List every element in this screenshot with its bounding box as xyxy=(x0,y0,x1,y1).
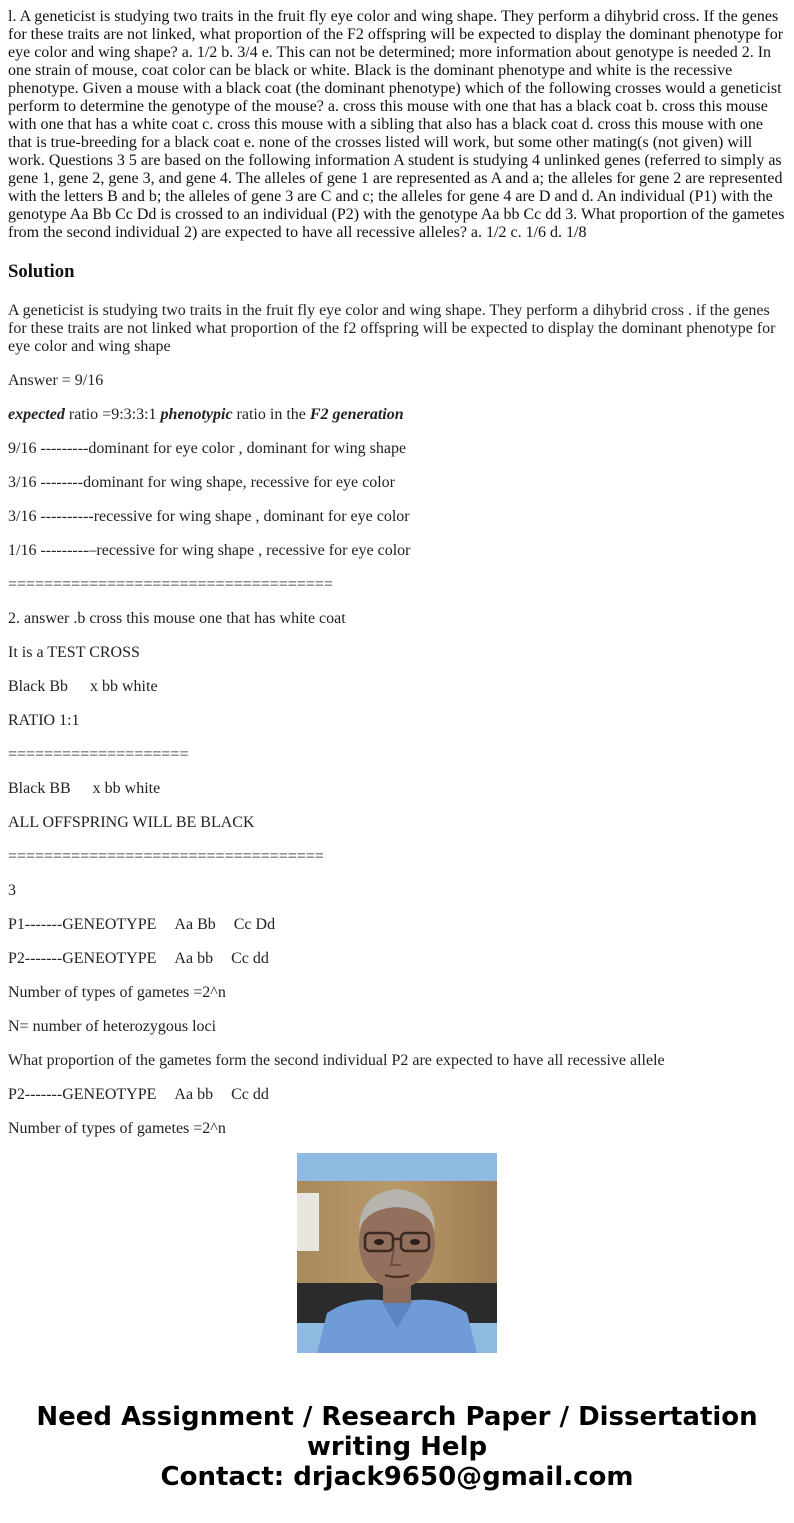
test-cross-label: It is a TEST CROSS xyxy=(8,644,140,661)
tutor-profile-photo-icon xyxy=(297,1153,497,1353)
solution-intro: A geneticist is studying two traits in the fruit fly eye color and wing shape. They perform a dihybrid cross . if the genes for these traits are not linked what proportion of the f2 offspring will be expected to display the dominant phenotype for eye color and wing shape xyxy=(8,302,776,355)
phenotypic-label: phenotypic xyxy=(160,406,233,423)
promo-footer xyxy=(0,1402,794,1492)
ratio-item: 3/16 --------dominant for wing shape, recessive for eye color xyxy=(8,474,395,491)
p1-genes-1: Aa Bb xyxy=(174,916,216,933)
promo-line-1: Need Assignment / Research Paper / Dissertation xyxy=(36,1402,758,1432)
promo-line-2: writing Help xyxy=(306,1432,488,1462)
expected-label: expected xyxy=(8,406,65,423)
ratio-item: 3/16 ----------recessive for wing shape , dominant for eye color xyxy=(8,508,410,525)
gametes-formula: Number of types of gametes =2^n xyxy=(8,984,226,1001)
cross-2 xyxy=(8,780,786,798)
ratio-item: 1/16 ---------–recessive for wing shape , recessive for eye color xyxy=(8,542,411,559)
all-black-note: ALL OFFSPRING WILL BE BLACK xyxy=(8,814,255,831)
p2-label: P2-------GENEOTYPE xyxy=(8,950,157,967)
question-3-number: 3 xyxy=(8,882,16,899)
ratio-text-2: ratio in the xyxy=(232,406,310,423)
cross-1-left: Black Bb xyxy=(8,678,68,695)
answer-1: Answer = 9/16 xyxy=(8,372,104,389)
gametes-formula-2: Number of types of gametes =2^n xyxy=(8,1120,226,1137)
tutor-avatar xyxy=(297,1153,497,1353)
p2-genes-2: Cc dd xyxy=(231,1086,269,1103)
p1-genes-2: Cc Dd xyxy=(233,916,276,933)
p2-genes-2: Cc dd xyxy=(231,950,269,967)
ratio-text: ratio =9:3:3:1 xyxy=(64,406,161,423)
p2-genotype-repeat xyxy=(8,1086,786,1104)
question-text: l. A geneticist is studying two traits in the fruit fly eye color and wing shape. They perform a dihybrid cross. If the genes for these traits are not linked, what proportion of the F2 offspring will be expected to display the dominant phenotype for eye color and wing shape? a. 1/2 b. 3/4 e. This can not be determined; more information about genotype is needed 2. In one strain of mouse, coat color can be black or white. Black is the dominant phenotype and white is the recessive phenotype. Given a mouse with a black coat (the dominant phenotype) which of the following crosses would a geneticist perform to determine the genotype of the mouse? a. cross this mouse with one that has a black coat b. cross this mouse with one that has a white coat c. cross this mouse with a sibling that also has a black coat d. cross this mouse with one that is true-breeding for a black coat e. none of the crosses listed will work, but some other mating(s (not given) will work. Questions 3 5 are based on the following information A student is studying 4 unlinked genes (referred to simply as gene 1, gene 2, gene 3, and gene 4. The alleles of gene 1 are represented as A and a; the alleles for gene 2 are represented with the letters B and b; the alleles of gene 3 are C and c; the alleles for gene 4 are D and d. An individual (P1) with the genotype Aa Bb Cc Dd is crossed to an individual (P2) with the genotype Aa bb Cc dd 3. What proportion of the gametes from the second individual 2) are expected to have all recessive alleles? a. 1/2 c. 1/6 d. 1/8 xyxy=(8,8,785,241)
cross-1 xyxy=(8,678,786,696)
solution-body xyxy=(8,302,786,1138)
cross-2-left: Black BB xyxy=(8,780,71,797)
f2-generation-label: F2 generation xyxy=(309,406,404,423)
contact-email: Contact: drjack9650@gmail.com xyxy=(160,1462,634,1492)
p2-label: P2-------GENEOTYPE xyxy=(8,1086,157,1103)
cross-1-right: x bb white xyxy=(90,678,158,695)
p2-genotype xyxy=(8,950,786,968)
n-definition: N= number of heterozygous loci xyxy=(8,1018,217,1035)
document-content xyxy=(8,8,786,1137)
question-3-text: What proportion of the gametes form the second individual P2 are expected to have all recessive allele xyxy=(8,1052,665,1069)
p2-genes-1: Aa bb xyxy=(174,1086,214,1103)
cross-2-right: x bb white xyxy=(92,780,161,797)
p2-genes-1: Aa bb xyxy=(174,950,214,967)
separator: ==================================== xyxy=(8,576,333,593)
ratio-item: 9/16 ---------dominant for eye color , dominant for wing shape xyxy=(8,440,407,457)
solution-heading: Solution xyxy=(8,261,75,282)
answer-2: 2. answer .b cross this mouse one that has white coat xyxy=(8,610,346,627)
p1-label: P1-------GENEOTYPE xyxy=(8,916,157,933)
separator: ==================== xyxy=(8,746,189,763)
ratio-1-1: RATIO 1:1 xyxy=(8,712,80,729)
p1-genotype xyxy=(8,916,786,934)
separator: =================================== xyxy=(8,848,324,865)
ratio-line xyxy=(8,406,786,424)
